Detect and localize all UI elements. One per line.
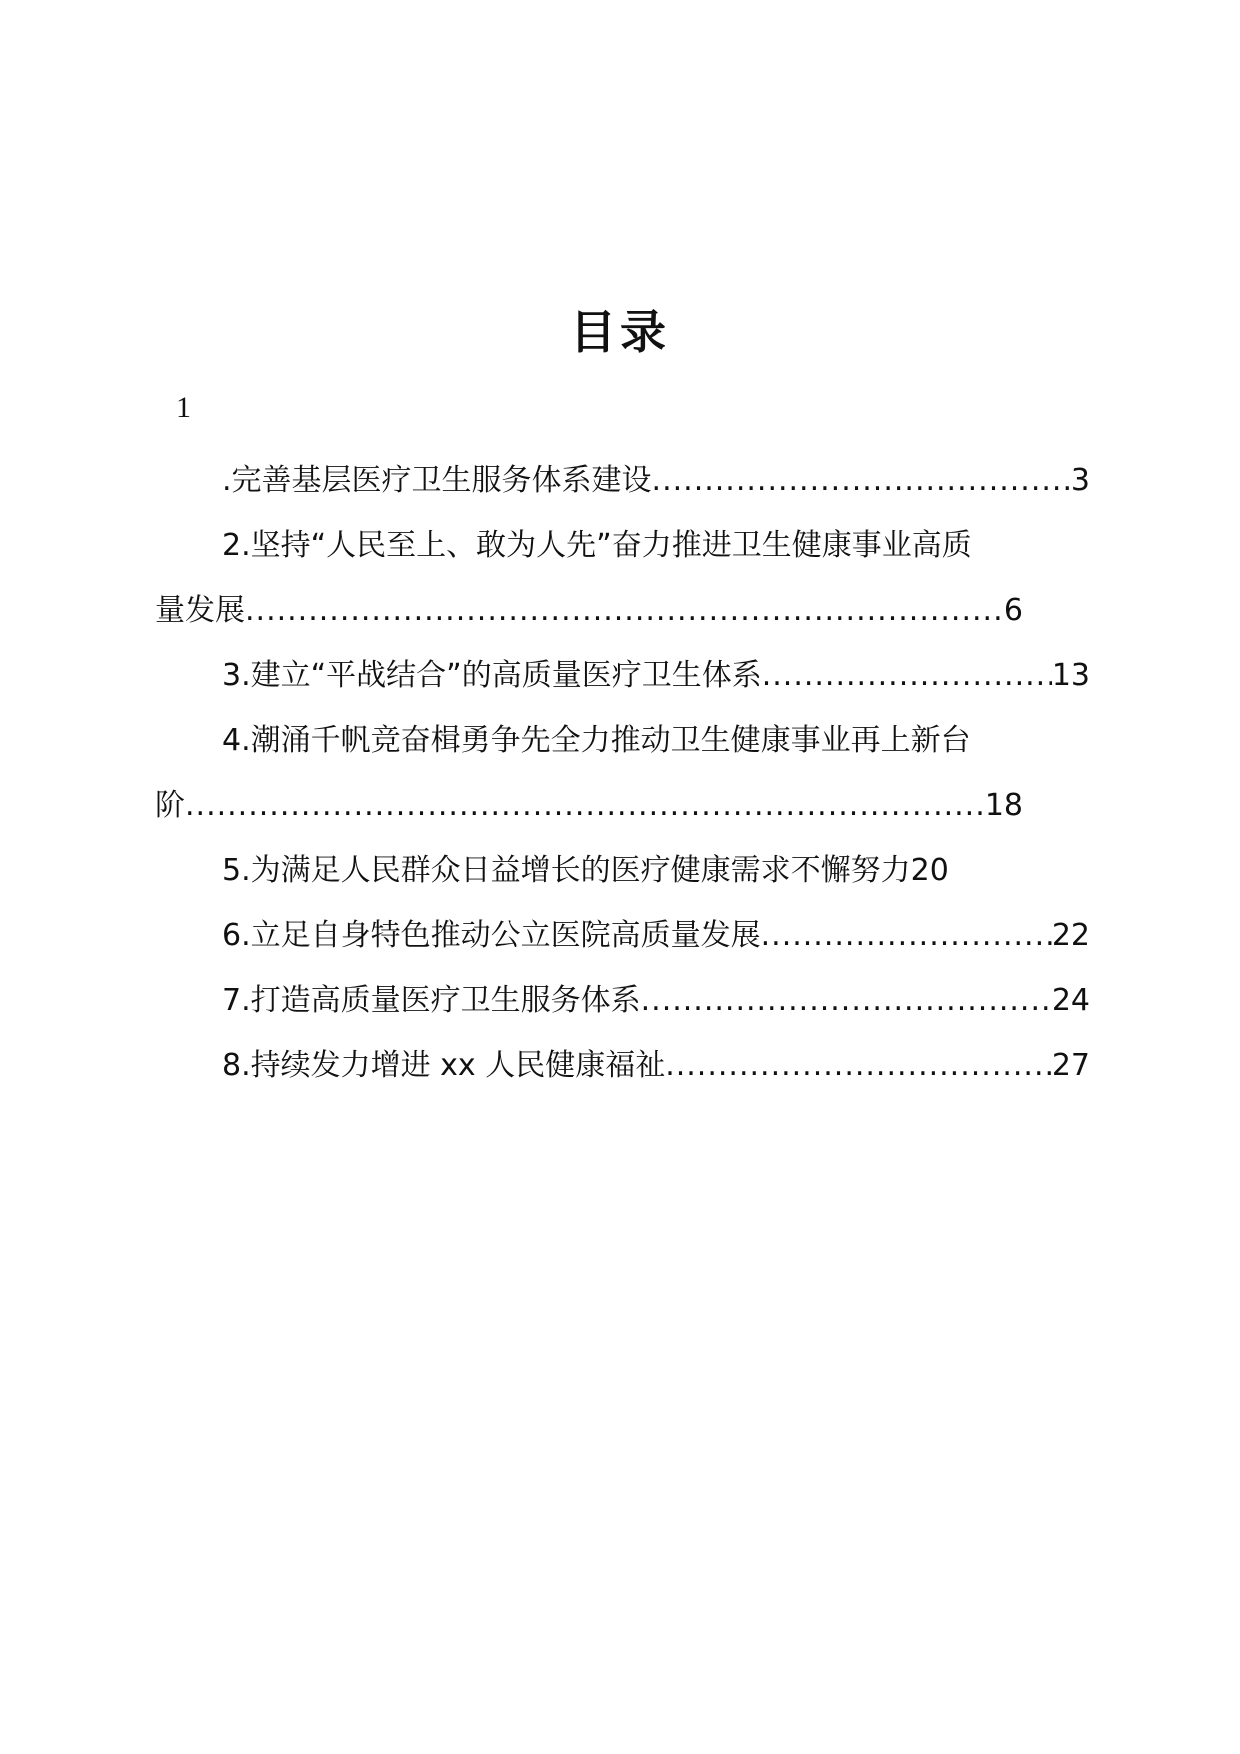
toc-page-number: 27: [1051, 1048, 1090, 1083]
toc-leader-dots: [641, 968, 1052, 1033]
toc-page-number: 24: [1051, 983, 1090, 1018]
toc-page-number: 6: [1003, 593, 1023, 628]
toc-entry-title: 8.持续发力增进 xx 人民健康福祉: [222, 1048, 666, 1083]
toc-entry-title: 3.建立“平战结合”的高质量医疗卫生体系: [222, 658, 762, 693]
toc-entry-title: 5.为满足人民群众日益增长的医疗健康需求不懈努力: [222, 853, 911, 888]
toc-leader-dots: [761, 903, 1052, 968]
toc-entry-6[interactable]: [155, 903, 1090, 968]
toc-entry-2-continuation[interactable]: [155, 578, 1023, 643]
toc-page-number: 22: [1051, 918, 1090, 953]
toc-entry-2[interactable]: [155, 513, 1075, 578]
table-of-contents: [155, 448, 1090, 1098]
toc-page-number: 20: [910, 853, 949, 888]
toc-page-number: 18: [984, 788, 1023, 823]
toc-entry-title-continuation: 量发展: [155, 593, 245, 628]
toc-entry-title: 6.立足自身特色推动公立医院高质量发展: [222, 918, 761, 953]
toc-entry-1[interactable]: [155, 448, 1090, 513]
toc-leader-dots: [762, 643, 1052, 708]
toc-entry-title: 7.打造高质量医疗卫生服务体系: [222, 983, 641, 1018]
toc-leader-dots: [652, 448, 1071, 513]
toc-entry-4[interactable]: [155, 708, 1075, 773]
toc-title: 目录: [570, 305, 670, 359]
toc-leader-dots: [665, 1033, 1052, 1098]
toc-entry-title: .完善基层医疗卫生服务体系建设: [222, 463, 652, 498]
toc-entry-3[interactable]: [155, 643, 1090, 708]
toc-entry-8[interactable]: [155, 1033, 1090, 1098]
toc-page-number: 3: [1070, 463, 1090, 498]
toc-entry-title-continuation: 阶: [155, 788, 185, 823]
toc-entry-5[interactable]: [155, 838, 1075, 903]
toc-page-number: 13: [1051, 658, 1090, 693]
toc-entry-title: 2.坚持“人民至上、敢为人先”奋力推进卫生健康事业高质: [222, 528, 972, 563]
toc-leader-dots: [245, 578, 1004, 643]
list-number-marker: 1: [176, 391, 191, 424]
toc-entry-4-continuation[interactable]: [155, 773, 1023, 838]
toc-entry-7[interactable]: [155, 968, 1090, 1033]
toc-leader-dots: [185, 773, 985, 838]
toc-entry-title: 4.潮涌千帆竞奋楫勇争先全力推动卫生健康事业再上新台: [222, 723, 971, 758]
